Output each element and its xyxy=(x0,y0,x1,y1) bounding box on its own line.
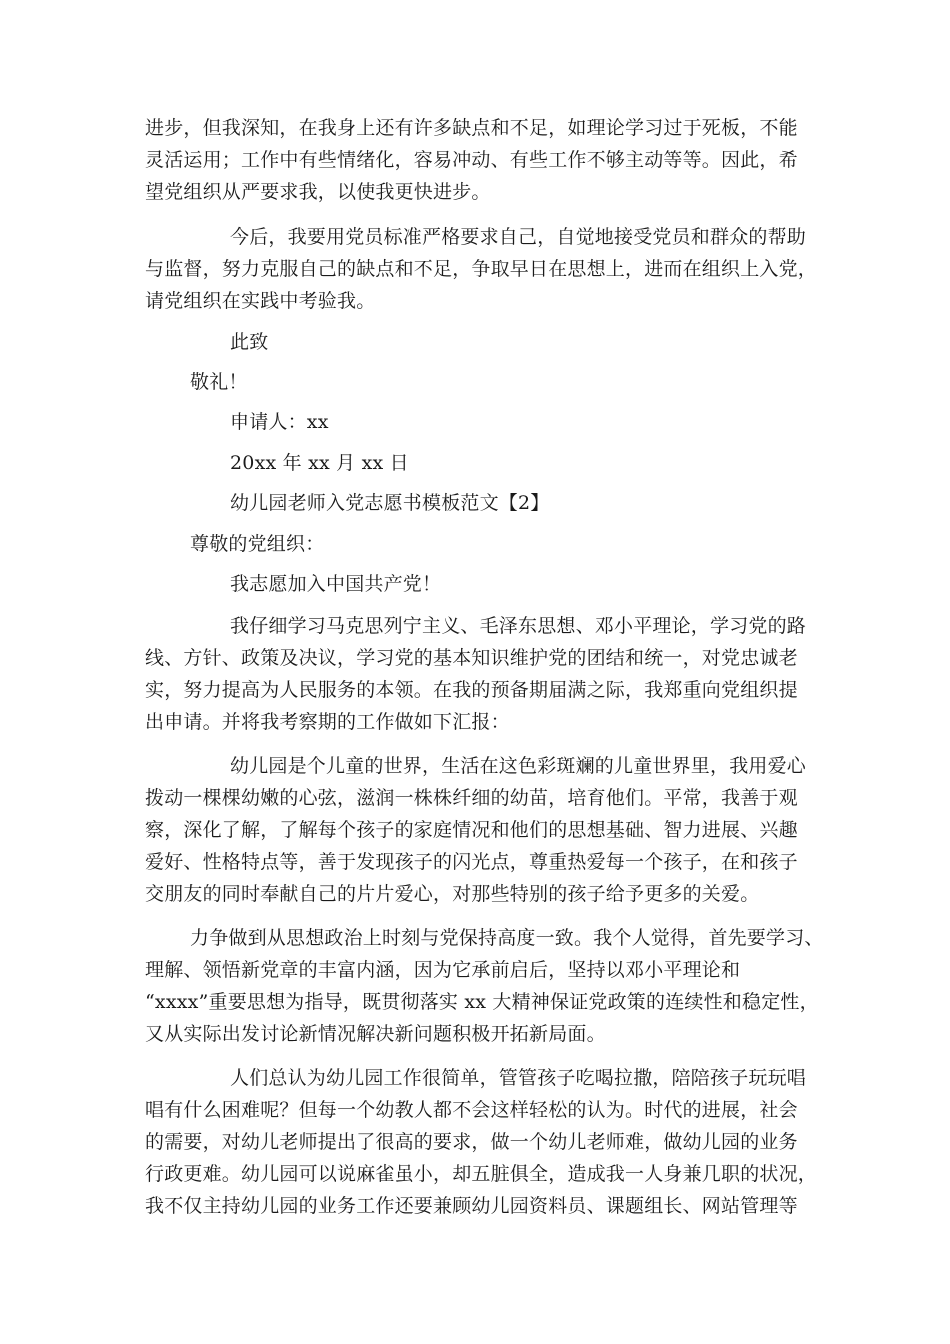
body-text-line: 唱有什么困难呢？但每一个幼教人都不会这样轻松的认为。时代的进展，社会 xyxy=(145,1099,798,1121)
application-date: 20xx 年 xx 月 xx 日 xyxy=(230,452,409,474)
body-text-line: 我不仅主持幼儿园的业务工作还要兼顾幼儿园资料员、课题组长、网站管理等 xyxy=(145,1195,798,1217)
body-text-line: 幼儿园是个儿童的世界，生活在这色彩斑斓的儿童世界里，我用爱心 xyxy=(230,755,807,777)
body-text-line: 理解、领悟新党章的丰富内涵，因为它承前启后，坚持以邓小平理论和 xyxy=(145,959,741,981)
body-text-line: 线、方针、政策及决议，学习党的基本知识维护党的团结和统一，对党忠诚老 xyxy=(145,647,798,669)
body-text-line: 我仔细学习马克思列宁主义、毛泽东思想、邓小平理论，学习党的路 xyxy=(230,615,807,637)
body-text-line: 人们总认为幼儿园工作很简单，管管孩子吃喝拉撒，陪陪孩子玩玩唱 xyxy=(230,1067,807,1089)
body-text-line: 请党组织在实践中考验我。 xyxy=(145,290,376,312)
applicant-signature: 申请人：xx xyxy=(230,411,329,433)
body-text-line: “xxxx”重要思想为指导，既贯彻落实 xx 大精神保证党政策的连续性和稳定性， xyxy=(145,991,819,1013)
body-text-line: 与监督，努力克服自己的缺点和不足，争取早日在思想上，进而在组织上入党， xyxy=(145,258,818,280)
body-text-line: 察，深化了解，了解每个孩子的家庭情况和他们的思想基础、智力进展、兴趣 xyxy=(145,819,798,841)
body-text-line: 望党组织从严要求我，以使我更快进步。 xyxy=(145,181,491,203)
body-text-line: 爱好、性格特点等，善于发现孩子的闪光点，尊重热爱每一个孩子，在和孩子 xyxy=(145,851,798,873)
greeting: 尊敬的党组织： xyxy=(190,533,325,555)
body-text-line: 力争做到从思想政治上时刻与党保持高度一致。我个人觉得，首先要学习、 xyxy=(190,927,824,949)
body-text-line: 出申请。并将我考察期的工作做如下汇报： xyxy=(145,711,510,733)
body-text-line: 实，努力提高为人民服务的本领。在我的预备期届满之际，我郑重向党组织提 xyxy=(145,679,798,701)
body-text-line: 今后，我要用党员标准严格要求自己，自觉地接受党员和群众的帮助 xyxy=(230,226,807,248)
body-text-line: 又从实际出发讨论新情况解决新问题积极开拓新局面。 xyxy=(145,1023,606,1045)
body-text-line: 拨动一棵棵幼嫩的心弦，滋润一株株纤细的幼苗，培育他们。平常，我善于观 xyxy=(145,787,798,809)
body-text-line: 交朋友的同时奉献自己的片片爱心，对那些特别的孩子给予更多的关爱。 xyxy=(145,883,760,905)
body-text-line: 行政更难。幼儿园可以说麻雀虽小，却五脏俱全，造成我一人身兼几职的状况， xyxy=(145,1163,818,1185)
declaration: 我志愿加入中国共产党！ xyxy=(230,573,442,595)
body-text-line: 的需要，对幼儿老师提出了很高的要求，做一个幼儿老师难，做幼儿园的业务 xyxy=(145,1131,798,1153)
section-title: 幼儿园老师入党志愿书模板范文【2】 xyxy=(230,492,550,514)
closing-salute: 敬礼！ xyxy=(190,371,248,393)
body-text-line: 灵活运用；工作中有些情绪化，容易冲动、有些工作不够主动等等。因此，希 xyxy=(145,149,798,171)
closing-salutation: 此致 xyxy=(230,331,269,353)
body-text-line: 进步，但我深知，在我身上还有许多缺点和不足，如理论学习过于死板，不能 xyxy=(145,117,798,139)
